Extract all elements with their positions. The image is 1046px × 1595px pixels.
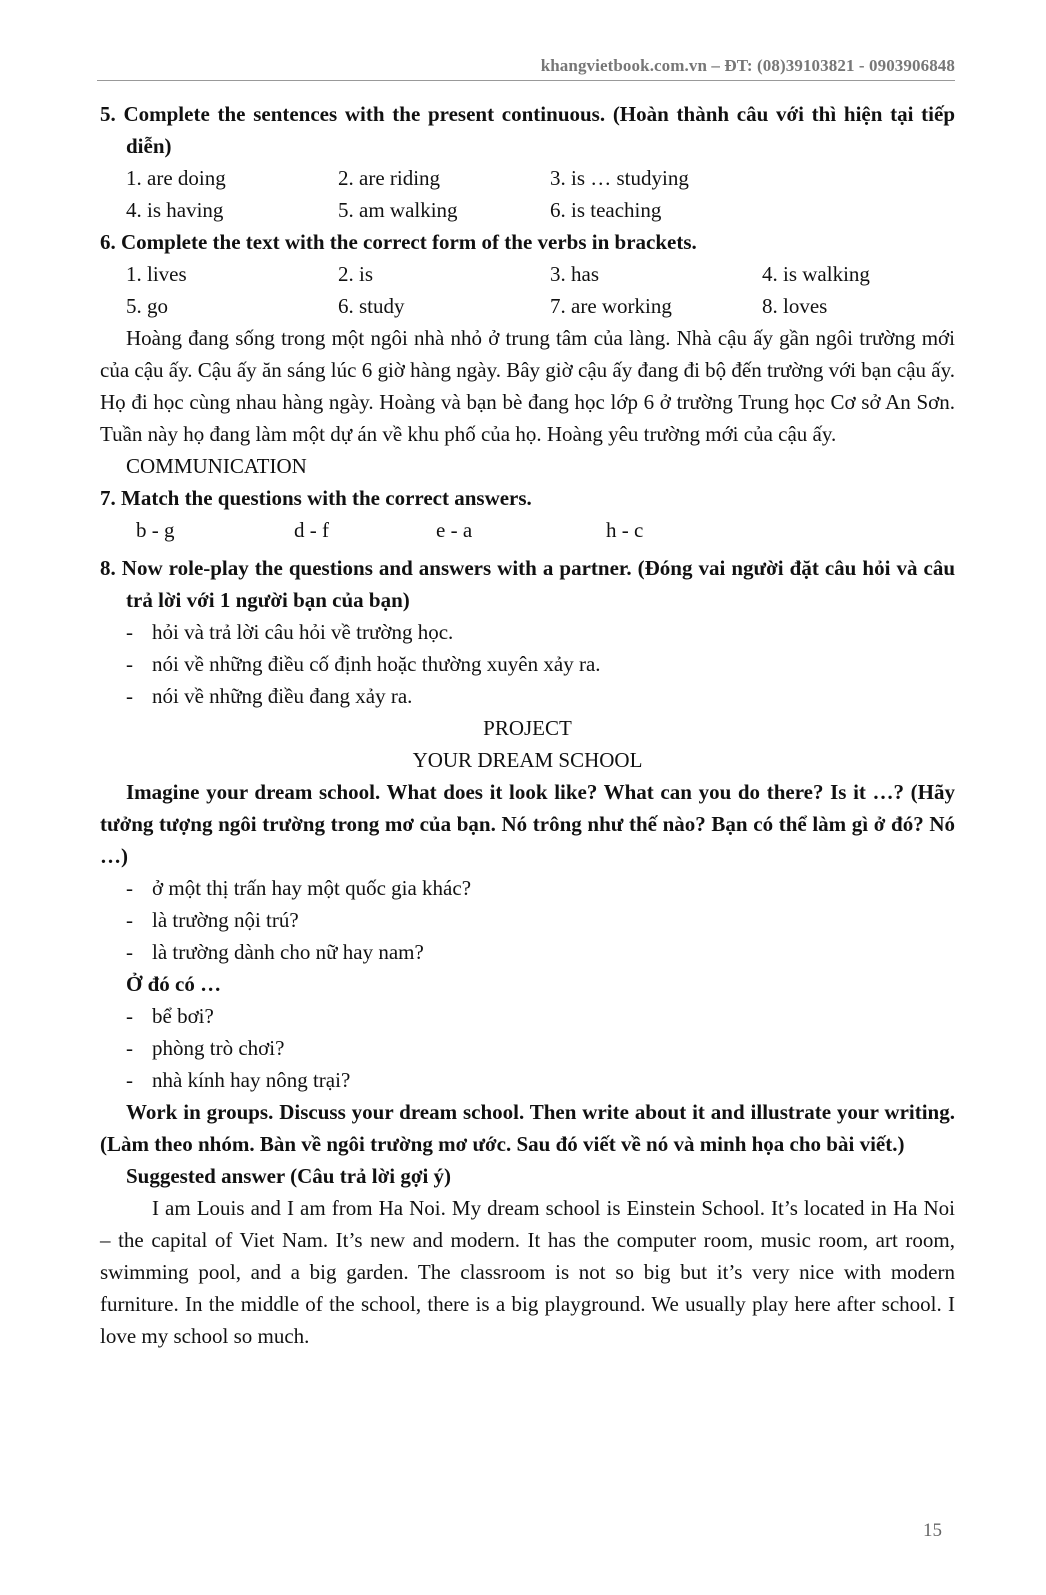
- there-is-label: Ở đó có …: [126, 972, 222, 996]
- project-heading: PROJECT: [483, 716, 572, 740]
- answer-item: 4. is walking: [762, 262, 870, 286]
- answer-item: 6. is teaching: [550, 198, 662, 222]
- match-item: d - f: [294, 518, 329, 542]
- page-header: khangvietbook.com.vn – ĐT: (08)39103821 - 0903906848: [540, 56, 955, 75]
- question-6-title: 6. Complete the text with the correct form of the verbs in brackets.: [100, 230, 697, 254]
- suggested-answer-label: Suggested answer (Câu trả lời gợi ý): [126, 1164, 452, 1188]
- answer-item: 8. loves: [762, 294, 828, 318]
- page-content: [100, 98, 955, 1352]
- bullet-item: - phòng trò chơi?: [126, 1036, 285, 1060]
- answer-item: 5. go: [126, 294, 168, 318]
- match-item: e - a: [436, 518, 473, 542]
- bullet-item: - hỏi và trả lời câu hỏi về trường học.: [126, 620, 454, 644]
- question-6-translation: Hoàng đang sống trong một ngôi nhà nhỏ ở trung tâm của làng. Nhà cậu ấy gần ngôi trường mới của cậu ấy. Cậu ấy ăn sáng lúc 6 giờ hàng ngày. Bây giờ cậu ấy đang đi bộ đến trường với bạn cậu ấy. Họ đi học cùng nhau hàng ngày. Hoàng và bạn bè đang học lớp 6 ở trường Trung học Cơ sở An Sơn. Tuần này họ đang làm một dự án về khu phố của họ. Hoàng yêu trường mới của cậu ấy.: [100, 326, 955, 446]
- answer-item: 2. is: [338, 262, 374, 286]
- header-divider: [97, 80, 955, 81]
- bullet-item: - là trường dành cho nữ hay nam?: [126, 940, 424, 964]
- answer-item: 1. lives: [126, 262, 187, 286]
- answer-item: 2. are riding: [338, 166, 441, 190]
- group-task: Work in groups. Discuss your dream school. Then write about it and illustrate your writing. (Làm theo nhóm. Bàn về ngôi trường mơ ước. Sau đó viết về nó và minh họa cho bài viết.): [100, 1100, 955, 1156]
- page-number: 15: [923, 1520, 942, 1541]
- communication-heading: COMMUNICATION: [126, 454, 307, 478]
- answer-item: 4. is having: [126, 198, 224, 222]
- bullet-item: - là trường nội trú?: [126, 908, 299, 932]
- answer-item: 5. am walking: [338, 198, 458, 222]
- match-item: h - c: [606, 518, 644, 542]
- match-item: b - g: [136, 518, 175, 542]
- answer-item: 3. is … studying: [550, 166, 689, 190]
- bullet-item: - bể bơi?: [126, 1004, 214, 1028]
- question-8-title: 8. Now role-play the questions and answers with a partner. (Đóng vai người đặt câu hỏi và câu trả lời với 1 người bạn của bạn): [100, 556, 955, 612]
- project-prompt: Imagine your dream school. What does it look like? What can you do there? Is it …? (Hãy tưởng tượng ngôi trường trong mơ của bạn. Nó trông như thế nào? Bạn có thể làm gì ở đó? Nó …): [100, 780, 955, 868]
- answer-item: 7. are working: [550, 294, 672, 318]
- bullet-item: - nhà kính hay nông trại?: [126, 1068, 351, 1092]
- project-subheading: YOUR DREAM SCHOOL: [412, 748, 643, 772]
- suggested-essay: I am Louis and I am from Ha Noi. My dream school is Einstein School. It’s located in Ha Noi – the capital of Viet Nam. It’s new and modern. It has the computer room, music room, art room, swimming pool, and a big garden. The classroom is not so big but it’s very nice with modern furniture. In the middle of the school, there is a big playground. We usually play here after school. I love my school so much.: [100, 1196, 955, 1348]
- bullet-item: - nói về những điều cố định hoặc thường xuyên xảy ra.: [126, 652, 601, 676]
- answer-item: 6. study: [338, 294, 405, 318]
- question-7-answers: [100, 514, 955, 546]
- question-5-title: 5. Complete the sentences with the present continuous. (Hoàn thành câu với thì hiện tại tiếp diễn): [100, 102, 955, 158]
- answer-item: 3. has: [550, 262, 599, 286]
- question-7-title: 7. Match the questions with the correct answers.: [100, 486, 532, 510]
- bullet-item: - ở một thị trấn hay một quốc gia khác?: [126, 876, 472, 900]
- question-5-answers: [100, 162, 955, 226]
- bullet-item: - nói về những điều đang xảy ra.: [126, 684, 413, 708]
- answer-item: 1. are doing: [126, 166, 226, 190]
- question-6-answers: [100, 258, 955, 322]
